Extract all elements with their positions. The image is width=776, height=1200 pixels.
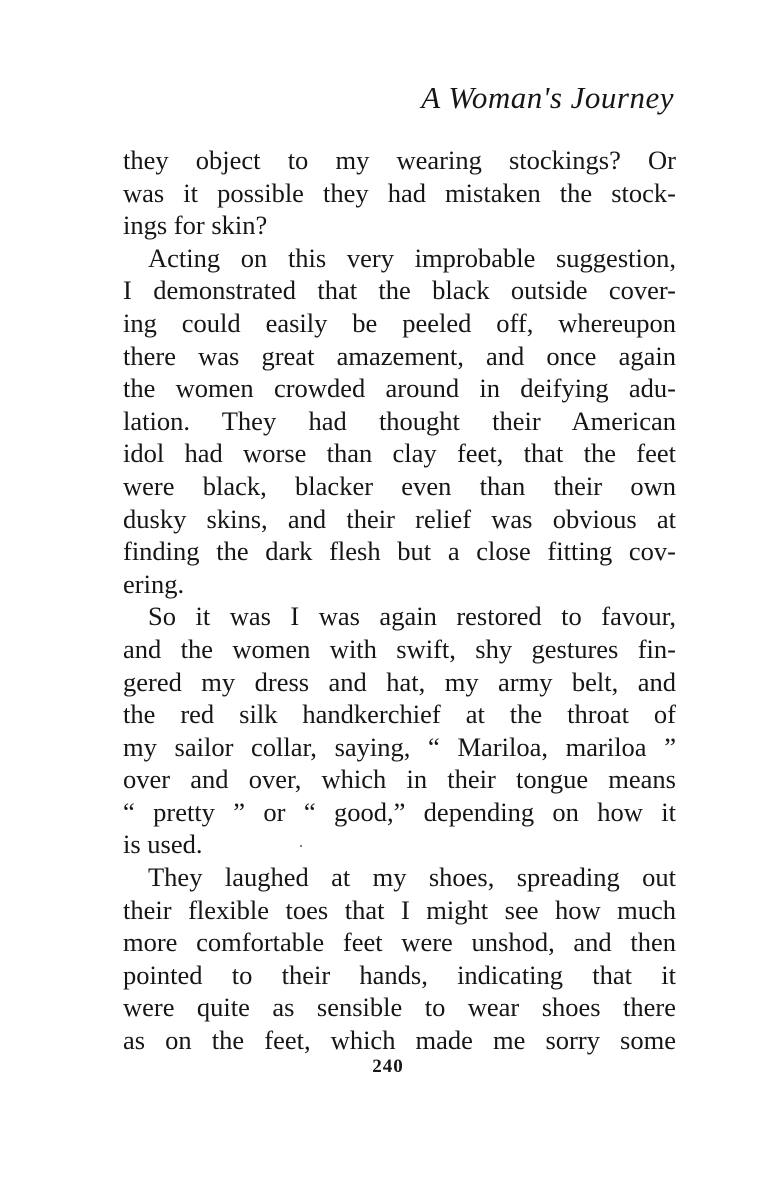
text-line: was it possible they had mistaken the stock- [123,177,676,208]
text-line: over and over, which in their tongue means [123,764,676,795]
print-speck [300,845,302,847]
text-line: “ pretty ” or “ good,” depending on how it [123,796,676,827]
running-title: A Woman's Journey [421,80,674,115]
text-line: So it was I was again restored to favour, [148,601,676,632]
text-line: They laughed at my shoes, spreading out [148,862,676,893]
text-line: their flexible toes that I might see how much [123,894,676,925]
text-line: were quite as sensible to wear shoes there [123,992,676,1023]
text-line: more comfortable feet were unshod, and then [123,927,676,958]
text-line: gered my dress and hat, my army belt, and [123,666,676,697]
text-line: the red silk handkerchief at the throat of [123,699,676,730]
text-line: there was great amazement, and once again [123,340,676,371]
text-line: they object to my wearing stockings? Or [123,145,676,175]
text-line: ering. [123,568,185,599]
text-line: idol had worse than clay feet, that the feet [123,438,676,469]
text-line: I demonstrated that the black outside cover- [123,275,676,306]
text-line: dusky skins, and their relief was obvious at [123,503,676,534]
text-line: is used. [123,829,203,860]
text-line: as on the feet, which made me sorry some [123,1025,676,1056]
page-number: 240 [372,1056,404,1077]
text-line: pointed to their hands, indicating that it [123,959,676,990]
text-line: finding the dark flesh but a close fitting cov- [123,536,676,567]
text-line: my sailor collar, saying, “ Mariloa, mariloa ” [123,731,676,762]
text-line: and the women with swift, shy gestures fin- [123,633,676,664]
text-line: ings for skin? [123,210,268,241]
body-text [123,144,676,1057]
text-line: were black, blacker even than their own [123,470,676,501]
text-line: Acting on this very improbable suggestion, [148,242,676,273]
text-line: the women crowded around in deifying adu- [123,373,676,404]
text-line: ing could easily be peeled off, whereupon [123,307,676,338]
text-line: lation. They had thought their American [123,405,676,436]
